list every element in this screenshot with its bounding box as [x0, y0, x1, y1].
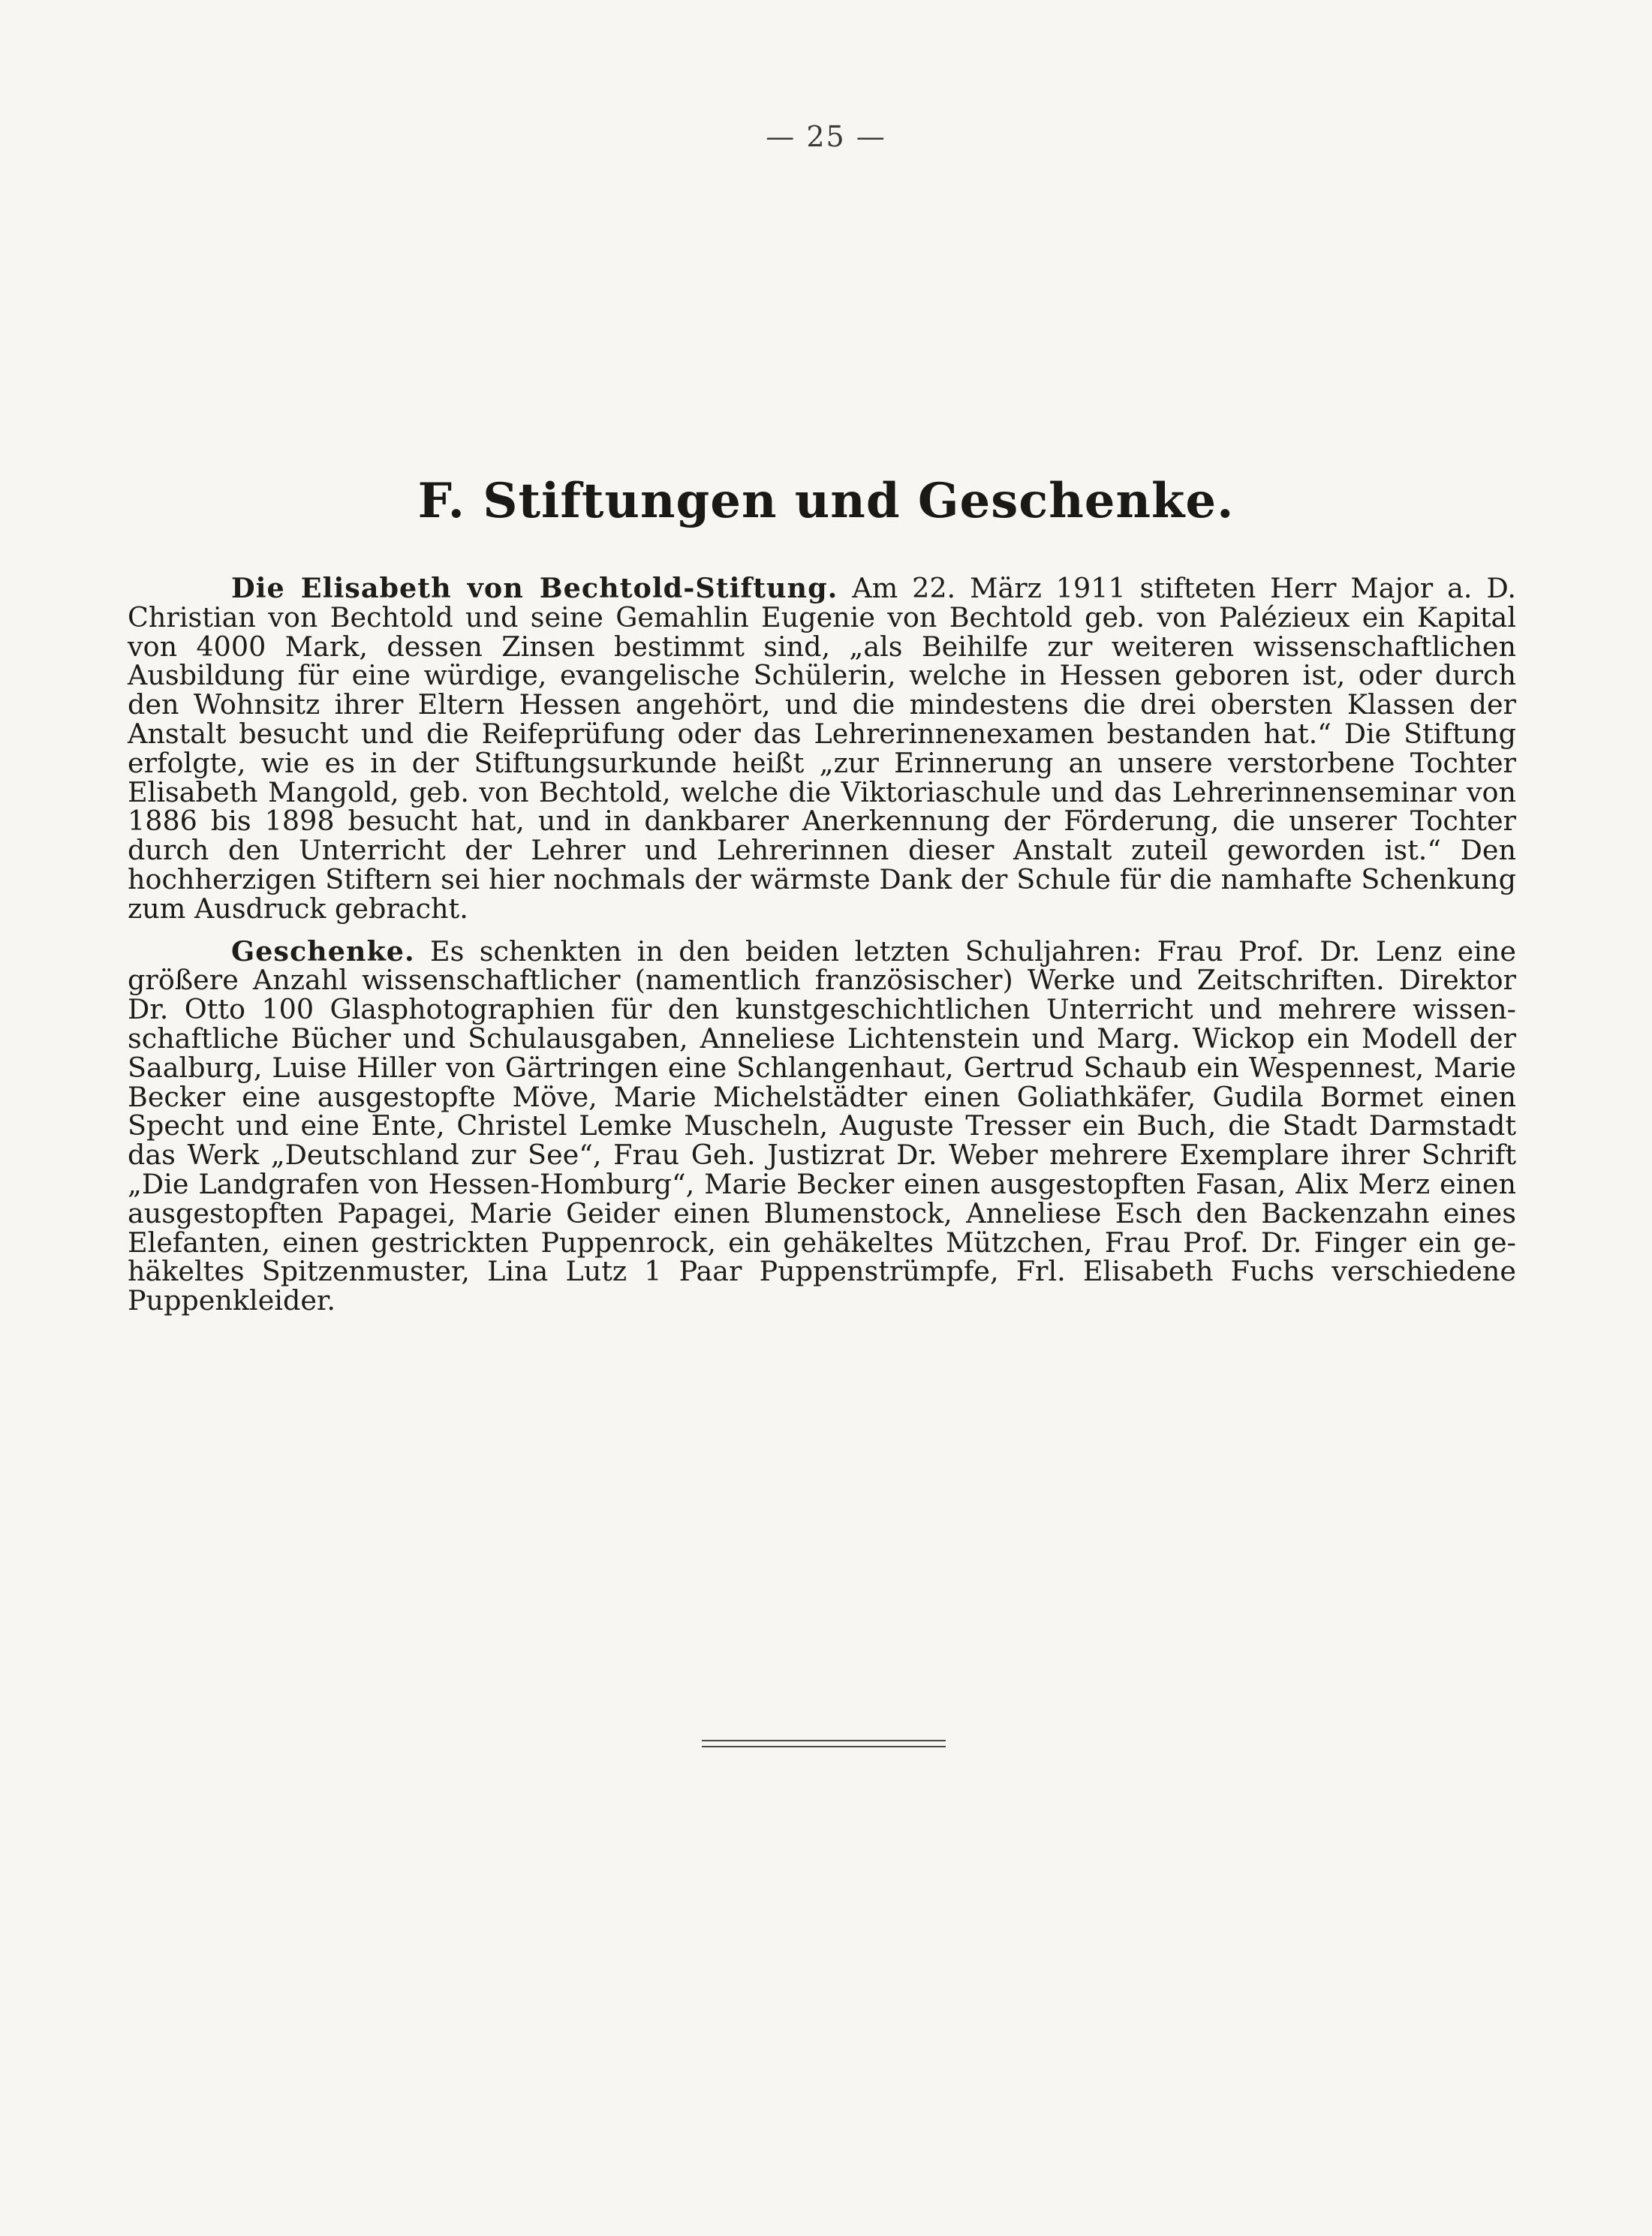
gifts-text: Es schenkten in den beiden letzten Schuljahren: Frau Prof. Dr. Lenz eine größere Anzahl wissenschaftlicher (namentlich französischer) Werke und Zeitschriften. Direktor Dr. Otto 100 Glasphotographien für den kunstgeschichtlichen Unterricht und mehrere wissenschaftliche Bücher und Schulausgaben, Anneliese Lichtenstein und Marg. Wickop ein Modell der Saalburg, Luise Hiller von Gärtringen eine Schlangenhaut, Gertrud Schaub ein Wespennest, Marie Becker eine ausgestopfte Möve, Marie Michelstädter einen Goliathkäfer, Gudila Bormet einen Specht und eine Ente, Christel Lemke Muscheln, Auguste Tresser ein Buch, die Stadt Darmstadt das Werk „Deutschland zur See“, Frau Geh. Justizrat Dr. Weber mehrere Exemplare ihrer Schrift „Die Landgrafen von Hessen-Homburg“, Marie Becker einen ausgestopften Fasan, Alix Merz einen ausgestopften Papagei, Marie Geider einen Blumenstock, Anneliese Esch den Backenzahn eines Elefanten, einen gestrickten Puppenrock, ein gehäkeltes Mützchen, Frau Prof. Dr. Finger ein gehäkeltes Spitzenmuster, Lina Lutz 1 Paar Puppenstrümpfe, Frl. Elisabeth Fuchs verschiedene Puppenkleider.: [128, 934, 1516, 1317]
gifts-paragraph: [128, 934, 1516, 1317]
foundation-heading: Die Elisabeth von Bechtold-Stiftung.: [231, 572, 838, 604]
end-rule-bottom: [702, 1746, 946, 1747]
body-text: [128, 574, 1516, 1316]
gifts-heading: Geschenke.: [231, 934, 415, 968]
foundation-paragraph: [128, 574, 1516, 924]
page-number: — 25 —: [766, 120, 886, 153]
end-rule-top: [702, 1740, 946, 1741]
foundation-text: Am 22. März 1911 stifteten Herr Major a. D. Christian von Bechtold und seine Gemahlin Eugenie von Bechtold geb. von Palézieux ein Kapital von 4000 Mark, dessen Zinsen bestimmt sind, „als Beihilfe zur weiteren wissenschaftlichen Ausbildung für eine würdige, evangelische Schülerin, welche in Hessen geboren ist, oder durch den Wohnsitz ihrer Eltern Hessen angehört, und die mindestens die drei obersten Klassen der Anstalt besucht und die Reifeprüfung oder das Lehrerinnenexamen bestanden hat.“ Die Stiftung erfolgte, wie es in der Stiftungsurkunde heißt „zur Erinnerung an unsere verstorbene Tochter Elisabeth Mangold, geb. von Bechtold, welche die Viktoriaschule und das Lehrerinnenseminar von 1886 bis 1898 besucht hat, und in dankbarer Anerkennung der Förderung, die unserer Tochter durch den Unterricht der Lehrer und Lehrerinnen dieser Anstalt zuteil geworden ist.“ Den hochherzigen Stiftern sei hier nochmals der wärmste Dank der Schule für die namhafte Schenkung zum Ausdruck gebracht.: [128, 572, 1517, 925]
section-title: F. Stiftungen und Geschenke.: [417, 473, 1235, 529]
